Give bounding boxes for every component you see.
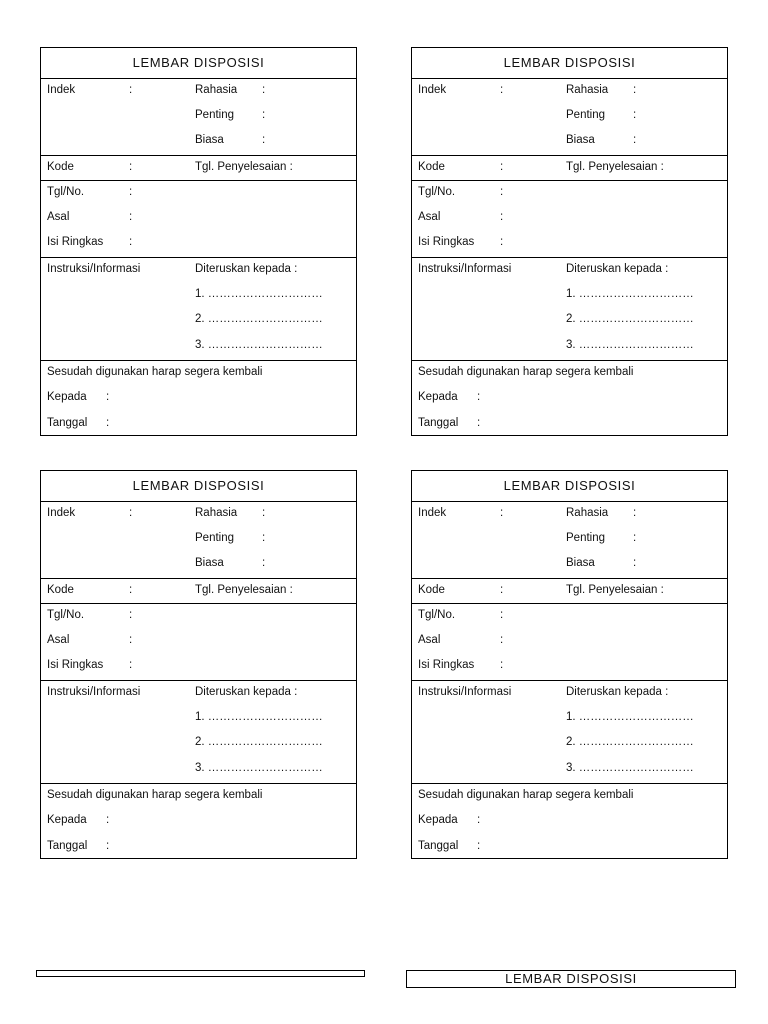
return-section [412,361,727,436]
tgl-no-colon: : [129,186,133,198]
classification-section [41,502,356,579]
biasa-colon: : [633,557,637,569]
form-title: LEMBAR DISPOSISI [412,48,727,79]
isi-ringkas-colon: : [500,236,504,248]
letter-info-section [41,181,356,258]
biasa-label: Biasa [566,134,595,146]
code-section [41,156,356,181]
forward-item-2: 2. ………………………… [566,313,694,325]
indek-label: Indek [418,507,447,519]
tanggal-label: Tanggal [418,417,459,429]
forward-item-3: 3. ………………………… [195,339,323,351]
code-section [412,156,727,181]
penting-label: Penting [195,532,235,544]
indek-colon: : [500,84,504,96]
tgl-no-colon: : [500,609,504,621]
isi-ringkas-colon: : [129,236,133,248]
isi-ringkas-label: Isi Ringkas [418,659,475,671]
asal-label: Asal [47,634,70,646]
code-section [41,579,356,604]
indek-colon: : [129,507,133,519]
indek-label: Indek [418,84,447,96]
disposition-form-bottom-left [40,470,357,859]
tgl-no-label: Tgl/No. [47,186,85,198]
rahasia-label: Rahasia [195,84,238,96]
tanggal-colon: : [477,840,481,852]
cut-off-form-right [406,970,736,988]
biasa-colon: : [633,134,637,146]
kode-colon: : [500,584,504,596]
rahasia-colon: : [262,84,266,96]
tgl-no-colon: : [129,609,133,621]
forward-item-2: 2. ………………………… [566,736,694,748]
rahasia-colon: : [633,507,637,519]
tgl-penyelesaian-label: Tgl. Penyelesaian : [195,161,293,173]
biasa-colon: : [262,557,266,569]
penting-label: Penting [195,109,235,121]
disposition-form-bottom-right [411,470,728,859]
tgl-penyelesaian-label: Tgl. Penyelesaian : [566,161,664,173]
rahasia-label: Rahasia [566,84,609,96]
disposition-form-top-right [411,47,728,436]
indek-colon: : [129,84,133,96]
tanggal-label: Tanggal [47,840,88,852]
penting-colon: : [633,532,637,544]
forward-item-3: 3. ………………………… [566,339,694,351]
instruction-section [41,258,356,361]
tgl-no-label: Tgl/No. [418,186,456,198]
isi-ringkas-label: Isi Ringkas [47,659,104,671]
isi-ringkas-label: Isi Ringkas [418,236,475,248]
diteruskan-label: Diteruskan kepada : [195,263,298,275]
forward-item-2: 2. ………………………… [195,736,323,748]
kode-label: Kode [47,161,74,173]
forward-item-1: 1. ………………………… [195,711,323,723]
tanggal-colon: : [106,840,110,852]
letter-info-section [41,604,356,681]
biasa-label: Biasa [195,557,224,569]
kode-label: Kode [47,584,74,596]
asal-colon: : [500,634,504,646]
biasa-colon: : [262,134,266,146]
tgl-penyelesaian-label: Tgl. Penyelesaian : [566,584,664,596]
penting-label: Penting [566,109,606,121]
kode-colon: : [500,161,504,173]
rahasia-label: Rahasia [566,507,609,519]
asal-label: Asal [418,634,441,646]
asal-label: Asal [47,211,70,223]
return-section [412,784,727,859]
asal-colon: : [129,634,133,646]
sesudah-note: Sesudah digunakan harap segera kembali [418,366,634,378]
tgl-no-label: Tgl/No. [418,609,456,621]
cut-off-form-title: LEMBAR DISPOSISI [505,971,637,986]
instruksi-label: Instruksi/Informasi [418,686,512,698]
isi-ringkas-colon: : [500,659,504,671]
kode-label: Kode [418,584,445,596]
instruksi-label: Instruksi/Informasi [47,686,141,698]
kode-label: Kode [418,161,445,173]
kepada-colon: : [477,391,481,403]
disposition-form-top-left [40,47,357,436]
asal-label: Asal [418,211,441,223]
biasa-label: Biasa [195,134,224,146]
return-section [41,361,356,436]
diteruskan-label: Diteruskan kepada : [566,263,669,275]
classification-section [412,79,727,156]
instruksi-label: Instruksi/Informasi [47,263,141,275]
instruction-section [41,681,356,784]
tanggal-colon: : [477,417,481,429]
asal-colon: : [129,211,133,223]
instruksi-label: Instruksi/Informasi [418,263,512,275]
tanggal-label: Tanggal [418,840,459,852]
penting-colon: : [633,109,637,121]
isi-ringkas-colon: : [129,659,133,671]
biasa-label: Biasa [566,557,595,569]
kode-colon: : [129,584,133,596]
kepada-label: Kepada [47,391,87,403]
forward-item-1: 1. ………………………… [566,288,694,300]
rahasia-colon: : [633,84,637,96]
forward-item-1: 1. ………………………… [566,711,694,723]
letter-info-section [412,604,727,681]
diteruskan-label: Diteruskan kepada : [195,686,298,698]
isi-ringkas-label: Isi Ringkas [47,236,104,248]
rahasia-label: Rahasia [195,507,238,519]
sesudah-note: Sesudah digunakan harap segera kembali [418,789,634,801]
form-title: LEMBAR DISPOSISI [41,48,356,79]
tanggal-label: Tanggal [47,417,88,429]
kepada-colon: : [477,814,481,826]
classification-section [41,79,356,156]
cut-off-form-left [36,970,365,977]
tgl-no-label: Tgl/No. [47,609,85,621]
instruction-section [412,681,727,784]
indek-label: Indek [47,507,76,519]
kepada-colon: : [106,391,110,403]
indek-label: Indek [47,84,76,96]
return-section [41,784,356,859]
tgl-penyelesaian-label: Tgl. Penyelesaian : [195,584,293,596]
kepada-label: Kepada [47,814,87,826]
instruction-section [412,258,727,361]
kepada-label: Kepada [418,814,458,826]
penting-colon: : [262,109,266,121]
rahasia-colon: : [262,507,266,519]
sesudah-note: Sesudah digunakan harap segera kembali [47,789,263,801]
indek-colon: : [500,507,504,519]
tanggal-colon: : [106,417,110,429]
forward-item-3: 3. ………………………… [195,762,323,774]
form-title: LEMBAR DISPOSISI [412,471,727,502]
penting-colon: : [262,532,266,544]
penting-label: Penting [566,532,606,544]
forward-item-1: 1. ………………………… [195,288,323,300]
letter-info-section [412,181,727,258]
form-title: LEMBAR DISPOSISI [41,471,356,502]
kepada-colon: : [106,814,110,826]
forward-item-2: 2. ………………………… [195,313,323,325]
classification-section [412,502,727,579]
kode-colon: : [129,161,133,173]
forward-item-3: 3. ………………………… [566,762,694,774]
kepada-label: Kepada [418,391,458,403]
asal-colon: : [500,211,504,223]
code-section [412,579,727,604]
diteruskan-label: Diteruskan kepada : [566,686,669,698]
sesudah-note: Sesudah digunakan harap segera kembali [47,366,263,378]
tgl-no-colon: : [500,186,504,198]
